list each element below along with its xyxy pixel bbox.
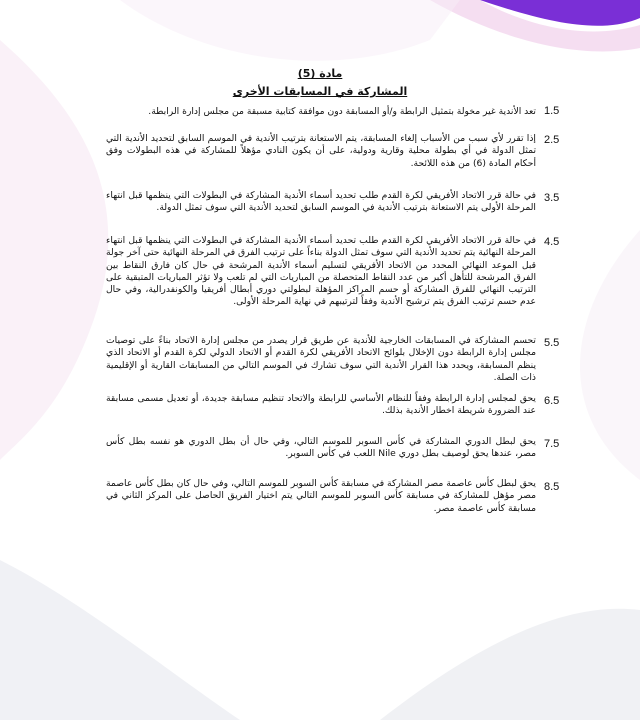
clause-number: 3.5 — [544, 192, 560, 204]
clause-text: في حالة قرر الاتحاد الأفريقي لكرة القدم طلب تحديد أسماء الأندية المشاركة في البطولات التي ينظمها قبل انتهاء المرحلة الأولى يتم الاستعانة بترتيب الأندية في الموسم السابق لتحديد الأندية التي سوف تمثل الدولة. — [106, 190, 536, 214]
clause-number: 6.5 — [544, 395, 560, 407]
article-title: المشاركة في المسابقات الأخرى — [232, 85, 408, 98]
clause-text: يحق لمجلس إدارة الرابطة وفقاً للنظام الأساسي للرابطة والاتحاد تنظيم مسابقة جديدة، أو تعديل مسمى مسابقة عند الضرورة شريطة اخطار الأندية بذلك. — [106, 393, 536, 417]
article-number: مادة (5) — [297, 67, 343, 80]
clause-text: يحق لبطل كأس عاصمة مصر المشاركة في مسابقة كأس السوبر للموسم التالي، وفي حال كان بطل كأس عاصمة مصر مؤهل للمشاركة في مسابقة كأس السوبر للموسم التالي يتم اختيار الفريق الحاصل على المركز الثاني في مسابقة كأس عاصمة مصر. — [106, 478, 536, 514]
clause-number: 4.5 — [544, 236, 560, 248]
clause-number: 7.5 — [544, 438, 560, 450]
clause-number: 5.5 — [544, 337, 560, 349]
clause-text: تحسم المشاركة في المسابقات الخارجية للأندية عن طريق قرار يصدر من مجلس إدارة الاتحاد بناءً على توصيات مجلس إدارة الرابطة دون الإخلال بلوائح الاتحاد الأفريقي لكرة القدم أو الاتحاد الدولي لكرة القدم أو الاتحاد الذي ينظم المسابقة، ويحدد هذا القرار الأندية التي سوف تشارك في الموسم التالي من المسابقات القارية أو الإقليمية ذات الصلة. — [106, 335, 536, 383]
clause-text: تعد الأندية غير مخولة بتمثيل الرابطة و/أو المسابقة دون موافقة كتابية مسبقة من مجلس إدارة الرابطة. — [148, 106, 536, 117]
clause-text: إذا تقرر لأي سبب من الأسباب إلغاء المسابقة، يتم الاستعانة بترتيب الأندية في الموسم السابق لتحديد الأندية التي تمثل الدولة في أي بطولة محلية وقارية ودولية، على أن يكون النادي مؤهلاً للمشاركة في هذه البطولات وفق أحكام المادة (6) من هذه اللائحة. — [106, 133, 536, 169]
clause-number: 2.5 — [544, 134, 560, 146]
article-header — [0, 62, 640, 99]
clause-text: في حالة قرر الاتحاد الأفريقي لكرة القدم طلب تحديد أسماء الأندية المشاركة في البطولات التي ينظمها قبل انتهاء المرحلة النهائية يتم تحديد الأندية التي سوف تمثل الدولة بناءاً على ترتيب الفرق في المرحلة النهائية حتى آخر جولة قبل الموعد النهائي المحدد من الاتحاد الأفريقي لتسليم أسماء الأندية المرشحة في حال كان فارق النقاط بين الفرق المرشحة للتأهل أكبر من عدد النقاط المتحصلة من المباريات التي لم تلعب ولا تؤثر المباريات المتبقية على الترتيب النهائي للفرق المشاركة أو حسم المراكز المؤهلة لبطولتي دوري أبطال أفريقيا والكونفدرالية، وفي حال عدم حسم ترتيب الفرق يتم ترشيح الأندية وفقاً لترتيبهم في نهاية المرحلة الأولى. — [106, 235, 536, 308]
clause-number: 1.5 — [544, 105, 560, 117]
clause-number: 8.5 — [544, 481, 560, 493]
clause-text: يحق لبطل الدوري المشاركة في كأس السوبر للموسم التالي، وفي حال أن بطل الدوري هو نفسه بطل كأس مصر، عندها يحق لوصيف بطل دوري Nile اللعب في كأس السوبر. — [106, 436, 536, 460]
